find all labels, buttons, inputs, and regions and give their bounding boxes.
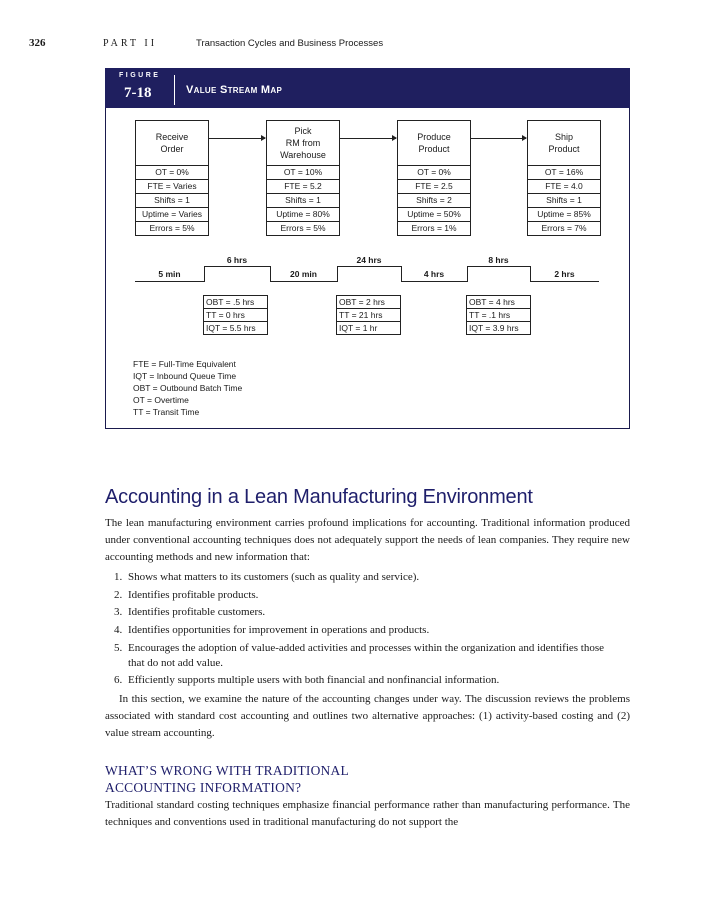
figure-number: 7-18 <box>124 85 152 101</box>
flow-arrow <box>209 138 265 139</box>
timeline-segment <box>135 281 204 282</box>
timeline-label-lower: 4 hrs <box>423 269 445 279</box>
list-item <box>114 623 630 638</box>
metric-ot: OT = 0% <box>397 165 471 180</box>
metric-ot: OT = 0% <box>135 165 209 180</box>
list-number: 2. <box>114 589 123 601</box>
list-item <box>114 673 630 688</box>
list-number: 1. <box>114 571 123 583</box>
process-box-produce-product <box>397 120 471 166</box>
timeline-step <box>337 266 338 282</box>
process-name-line: Receive <box>155 132 189 142</box>
figure-legend <box>133 358 242 418</box>
list-text: Identifies opportunities for improvement in operations and products. <box>128 624 430 636</box>
metric-errors: Errors = 7% <box>527 221 601 236</box>
queue-tt: TT = .1 hrs <box>466 308 531 322</box>
process-name-line: Ship <box>554 132 573 142</box>
legend-item: OT = Overtime <box>133 395 189 405</box>
figure-banner-divider <box>174 75 175 105</box>
list-item <box>114 588 630 603</box>
metric-uptime: Uptime = 50% <box>397 207 471 222</box>
metric-errors: Errors = 5% <box>266 221 340 236</box>
timeline-segment <box>270 281 337 282</box>
list-text: Shows what matters to its customers (such as quality and service). <box>128 571 420 583</box>
process-name-line: Product <box>418 144 450 154</box>
metric-shifts: Shifts = 1 <box>135 193 209 208</box>
queue-tt: TT = 0 hrs <box>203 308 268 322</box>
page-number: 326 <box>29 37 46 49</box>
figure-banner <box>105 68 630 108</box>
timeline-label-lower: 2 hrs <box>554 269 575 279</box>
timeline-label-lower: 20 min <box>290 269 317 279</box>
queue-obt: OBT = 4 hrs <box>466 295 531 309</box>
metric-uptime: Uptime = 85% <box>527 207 601 222</box>
timeline-segment <box>337 266 401 267</box>
flow-arrow <box>471 138 526 139</box>
queue-iqt: IQT = 3.9 hrs <box>466 321 531 335</box>
subsection-heading-line: ACCOUNTING INFORMATION? <box>105 780 302 795</box>
process-box-pick-rm <box>266 120 340 166</box>
metric-shifts: Shifts = 1 <box>266 193 340 208</box>
timeline-segment <box>401 281 467 282</box>
metric-fte: FTE = Varies <box>135 179 209 194</box>
process-box-receive-order <box>135 120 209 166</box>
process-metrics-ship-product <box>527 166 601 236</box>
legend-item: IQT = Inbound Queue Time <box>133 371 237 381</box>
metric-ot: OT = 16% <box>527 165 601 180</box>
subsection-heading <box>105 762 349 796</box>
metric-uptime: Uptime = Varies <box>135 207 209 222</box>
metric-shifts: Shifts = 2 <box>397 193 471 208</box>
metric-errors: Errors = 5% <box>135 221 209 236</box>
metric-fte: FTE = 2.5 <box>397 179 471 194</box>
process-metrics-produce-product <box>397 166 471 236</box>
figure-label: FIGURE <box>119 72 161 79</box>
legend-item: TT = Transit Time <box>133 407 200 417</box>
process-name-line: Order <box>160 144 184 154</box>
queue-iqt: IQT = 1 hr <box>336 321 401 335</box>
list-text: Identifies profitable customers. <box>128 606 266 618</box>
queue-box <box>336 296 401 335</box>
timeline-label-lower: 5 min <box>158 269 181 279</box>
paragraph: In this section, we examine the nature of the accounting changes under way. The discussion reviews the problems associated with standard cost accounting and outlines two alternative approaches: (1) activity-based costing and (2) value stream accounting. <box>105 693 630 739</box>
timeline-step <box>467 266 468 282</box>
timeline-label-upper: 24 hrs <box>356 255 382 265</box>
intro-paragraph: The lean manufacturing environment carries profound implications for accounting. Traditional information produced under conventional accounting techniques does not adequately support the needs of lean companies. They require new accounting methods and new information that: <box>105 517 630 563</box>
list-number: 3. <box>114 606 123 618</box>
timeline-label-upper: 8 hrs <box>488 255 509 265</box>
process-name-line: Warehouse <box>280 150 326 160</box>
metric-errors: Errors = 1% <box>397 221 471 236</box>
list-text: Encourages the adoption of value-added activities and processes within the organization and identifies those that do not add value. <box>128 642 605 669</box>
list-number: 5. <box>114 642 123 654</box>
section-title: Accounting in a Lean Manufacturing Environment <box>105 486 533 508</box>
timeline-segment <box>204 266 270 267</box>
metric-fte: FTE = 5.2 <box>266 179 340 194</box>
queue-obt: OBT = 2 hrs <box>336 295 401 309</box>
timeline-segment <box>467 266 530 267</box>
timeline-step <box>204 266 205 282</box>
timeline-label-upper: 6 hrs <box>226 255 248 265</box>
list-item <box>114 641 630 671</box>
queue-box <box>203 296 268 335</box>
list-number: 4. <box>114 624 123 636</box>
process-name-line: Pick <box>294 126 312 136</box>
process-metrics-pick-rm <box>266 166 340 236</box>
process-name-line: Product <box>548 144 580 154</box>
queue-obt: OBT = .5 hrs <box>203 295 268 309</box>
queue-tt: TT = 21 hrs <box>336 308 401 322</box>
list-item <box>114 605 630 620</box>
process-metrics-receive-order <box>135 166 209 236</box>
paragraph: Traditional standard costing techniques emphasize financial performance rather than manufacturing performance. The techniques and conventions used in traditional manufacturing do not support the <box>105 799 630 828</box>
metric-uptime: Uptime = 80% <box>266 207 340 222</box>
queue-iqt: IQT = 5.5 hrs <box>203 321 268 335</box>
metric-fte: FTE = 4.0 <box>527 179 601 194</box>
part-label: PART II <box>103 38 158 49</box>
figure-title: Value Stream Map <box>186 84 283 96</box>
metric-ot: OT = 10% <box>266 165 340 180</box>
list-text: Efficiently supports multiple users with both financial and nonfinancial information. <box>128 674 500 686</box>
timeline-segment <box>530 281 599 282</box>
metric-shifts: Shifts = 1 <box>527 193 601 208</box>
process-name-line: RM from <box>285 138 321 148</box>
list-text: Identifies profitable products. <box>128 589 259 601</box>
list-number: 6. <box>114 674 123 686</box>
subsection-heading-line: WHAT’S WRONG WITH TRADITIONAL <box>105 763 349 778</box>
process-name-line: Produce <box>417 132 451 142</box>
flow-arrow <box>340 138 396 139</box>
queue-box <box>466 296 531 335</box>
process-box-ship-product <box>527 120 601 166</box>
list-item <box>114 570 630 585</box>
legend-item: OBT = Outbound Batch Time <box>133 383 243 393</box>
legend-item: FTE = Full-Time Equivalent <box>133 359 236 369</box>
running-header-title: Transaction Cycles and Business Processes <box>196 38 384 49</box>
